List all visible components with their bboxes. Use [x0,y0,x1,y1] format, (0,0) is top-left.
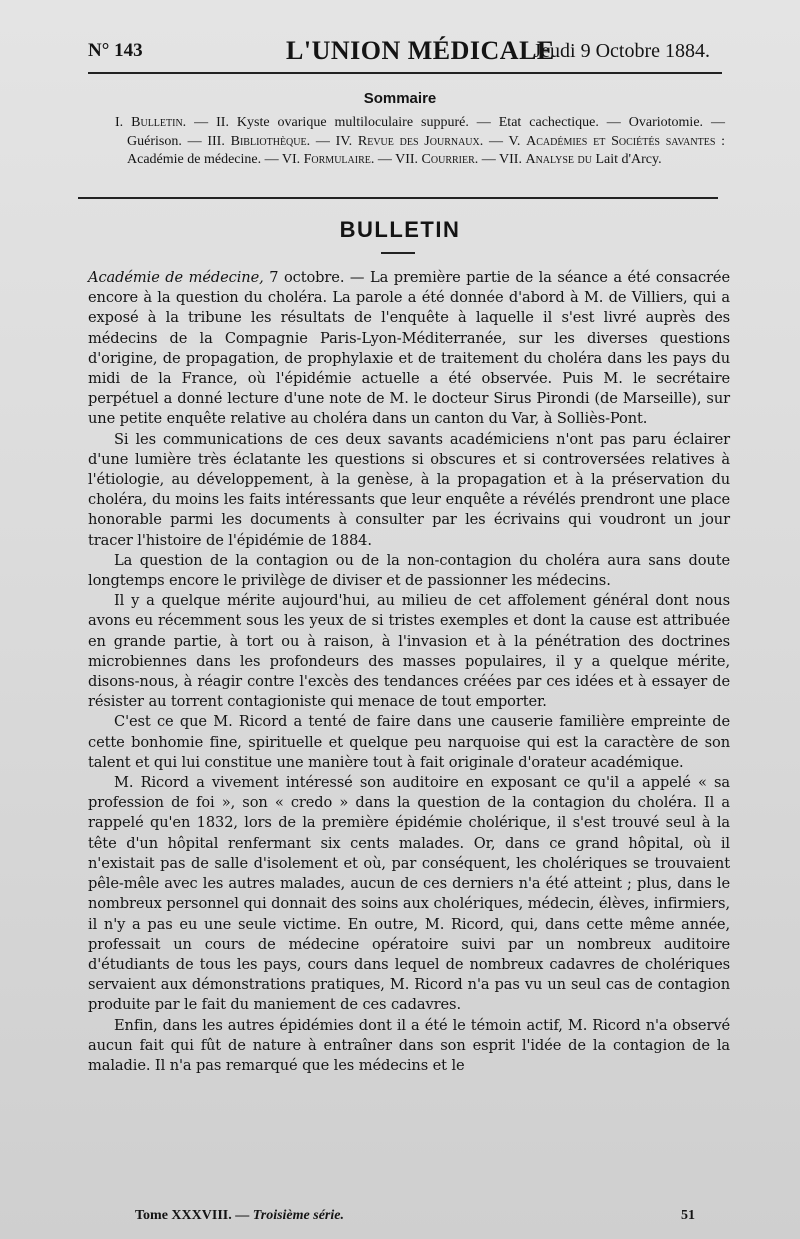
page-number: 51 [681,1208,695,1223]
sommaire-item-num: III. [207,133,225,149]
journal-title: L'UNION MÉDICALE [286,36,555,65]
sommaire-item-num: VI. [281,152,301,167]
paragraph: Enfin, dans les autres épidémies dont il a été le témoin actif, M. Ricord n'a observé aucun fait qui fût de nature à entraîner dans son esprit l'idée de la contagion de la maladie. Il n'a pas remarqué que les médecins et le [88,1016,730,1074]
issue-number: N° 143 [88,40,143,61]
bulletin-underline [381,252,415,254]
sommaire-item-num: VII. [499,152,522,167]
issue-date: Jeudi 9 Octobre 1884. [533,40,710,62]
sommaire-item-text: — [478,152,500,167]
sommaire-item-label: Formulaire. [303,152,375,167]
sommaire-item-num: I. [115,115,124,130]
sommaire-item-text: — [374,152,396,167]
sommaire-item-label: Analyse du [525,152,592,167]
paragraph: M. Ricord a vivement intéressé son auditoire en exposant ce qu'il a appelé « sa profession de foi », son « credo » dans la question de la contagion du choléra. Il a rappelé qu'en 1832, lors de la première épidémie cholérique, il s'est trouvé seul à la tête d'un hôpital renfermant six cents malades. Or, dans ce grand hôpital, où il n'existait pas de salle d'isolement et où, par conséquent, les cholériques se trouvaient pêle-mêle avec les autres malades, aucun de ces derniers n'a été atteint ; plus, dans le nombreux personnel qui donnait des soins aux cholériques, médecin, élèves, infirmiers, il n'y a pas eu une seule victime. En outre, M. Ricord, qui, dans cette même année, professait un cours de médecine opératoire suivi par un nombreux auditoire d'étudiants de tous les pays, cours dans lequel de nombreux cadavres de cholériques servaient aux démonstrations pratiques, M. Ricord n'a pas vu un seul cas de contagion produite par le fait du maniement de ces cadavres. [88,774,730,1014]
paragraph: Il y a quelque mérite aujourd'hui, au milieu de cet affolement général dont nous avons eu récemment sous les yeux de si tristes exemples et dont la cause est attribuée en grande partie, à tort ou à raison, à l'invasion et à la pénétration des doctrines microbiennes dans les profondeurs des masses populaires, il y a quelque mérite, disons-nous, à réagir contre l'excès des tendances créées par ces idées et à essayer de résister au torrent contagioniste qui menace de tout emporter. [88,592,730,711]
bulletin-body [88,268,730,1076]
sommaire-item-label: Bibliothèque. [230,133,311,149]
footer-tome: Tome XXXVIII. — [135,1208,250,1223]
paragraph: Si les communications de ces deux savants académiciens n'ont pas paru éclairer d'une lumière très éclatante les questions si obscures et si controversées relatives à l'étiologie, au développement, à la genèse, à la propagation et à la préservation du choléra, du moins les faits intéressants que leur enquête a révélés prendront une place honorable parmi les documents à consulter par les écrivains qui voudront un jour tracer l'histoire de l'épidémie de 1884. [88,430,730,549]
section-heading: Académie de médecine, [88,269,264,286]
footer-volume [135,1208,344,1224]
paragraph: C'est ce que M. Ricord a tenté de faire dans une causerie familière empreinte de cette bonhomie fine, spirituelle et quelque peu narquoise qui est la caractère de son talent et qui lui constitue une manière tout à fait originale d'orateur académique. [88,713,730,771]
sommaire-item-label: Courrier. [421,152,479,167]
sommaire-item-text: — [310,133,336,149]
sommaire-item-num: IV. [335,133,353,149]
sommaire-text [115,114,725,170]
bulletin-title: BULLETIN [339,217,461,242]
masthead [88,36,710,68]
paragraph: La question de la contagion ou de la non-contagion du choléra aura sans doute longtemps encore le privilège de diviser et de passionner les médecins. [88,551,730,590]
sommaire-item-num: V. [508,133,521,149]
sommaire-item-text: Lait d'Arcy. [591,152,662,167]
paragraph [88,268,730,430]
sommaire-item-num: VII. [395,152,419,167]
sommaire-item-text: : Académie de médecine. — [127,133,726,167]
sommaire-title: Sommaire [363,90,437,107]
page-footer [135,1208,695,1228]
sommaire-rule [78,197,718,199]
header-rule [88,72,722,74]
footer-serie: Troisième série. [252,1208,344,1223]
sommaire-item-label: Académies et Sociétés savantes [526,133,716,149]
sommaire-item-text: — II. Kyste ovarique multiloculaire suppuré. — Etat cachectique. — Ovariotomie. — Guérison. — [127,115,725,149]
sommaire-item-text: — [483,133,509,149]
paragraph-text: 7 octobre. — La première partie de la séance a été consacrée encore à la question du choléra. La parole a été donnée d'abord à M. de Villiers, qui a exposé à la tribune les résultats de l'enquête à laquelle il s'est livré auprès des médecins de la Compagnie Paris-Lyon-Méditerranée, sur les diverses questions d'origine, de propagation, de prophylaxie et de traitement du choléra dans les pays du midi de la France, où l'épidémie actuelle a été observée. Puis M. le secrétaire perpétuel a donné lecture d'une note de M. le docteur Sirus Pirondi (de Marseille), sur une petite enquête relative au choléra dans un canton du Var, à Solliès-Pont. [88,269,730,428]
sommaire-item-label: Revue des Journaux. [357,133,484,149]
sommaire-item-label: Bulletin. [131,115,187,130]
